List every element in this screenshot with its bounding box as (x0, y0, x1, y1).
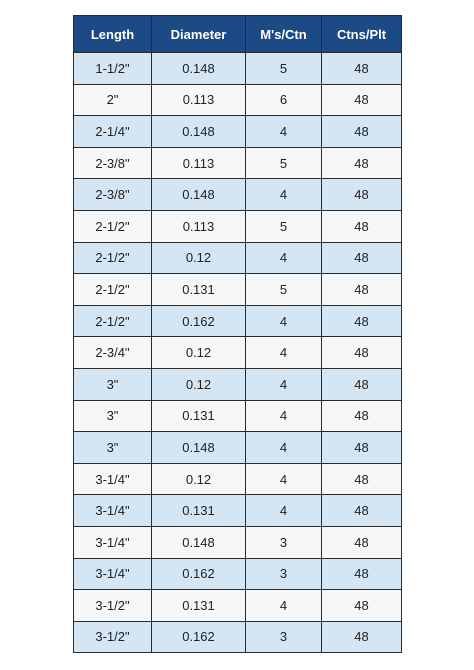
cell-length: 3-1/4" (74, 495, 152, 527)
table-row (74, 495, 402, 527)
cell-ms-per-carton: 6 (246, 84, 322, 116)
header-row (74, 16, 402, 53)
cell-diameter: 0.148 (152, 53, 246, 85)
cell-cartons-per-pallet: 48 (322, 84, 402, 116)
cell-ms-per-carton: 4 (246, 337, 322, 369)
table-row (74, 432, 402, 464)
cell-cartons-per-pallet: 48 (322, 526, 402, 558)
cell-cartons-per-pallet: 48 (322, 242, 402, 274)
table-row (74, 621, 402, 653)
table-row (74, 84, 402, 116)
cell-ms-per-carton: 5 (246, 53, 322, 85)
cell-length: 2-1/2" (74, 210, 152, 242)
table-row (74, 305, 402, 337)
cell-length: 2-3/8" (74, 179, 152, 211)
cell-length: 2" (74, 84, 152, 116)
cell-ms-per-carton: 5 (246, 147, 322, 179)
table-row (74, 558, 402, 590)
header-ms-per-carton: M's/Ctn (246, 16, 322, 53)
cell-length: 3-1/4" (74, 463, 152, 495)
cell-ms-per-carton: 4 (246, 495, 322, 527)
table-row (74, 210, 402, 242)
cell-length: 3" (74, 368, 152, 400)
cell-diameter: 0.148 (152, 179, 246, 211)
cell-cartons-per-pallet: 48 (322, 147, 402, 179)
header-diameter: Diameter (152, 16, 246, 53)
cell-ms-per-carton: 5 (246, 210, 322, 242)
cell-cartons-per-pallet: 48 (322, 463, 402, 495)
cell-ms-per-carton: 4 (246, 432, 322, 464)
cell-diameter: 0.12 (152, 368, 246, 400)
cell-ms-per-carton: 4 (246, 116, 322, 148)
cell-ms-per-carton: 4 (246, 590, 322, 622)
cell-cartons-per-pallet: 48 (322, 116, 402, 148)
cell-length: 2-3/4" (74, 337, 152, 369)
header-cartons-per-pallet: Ctns/Plt (322, 16, 402, 53)
cell-diameter: 0.131 (152, 590, 246, 622)
cell-diameter: 0.113 (152, 84, 246, 116)
cell-ms-per-carton: 3 (246, 526, 322, 558)
cell-length: 3-1/2" (74, 590, 152, 622)
cell-diameter: 0.162 (152, 558, 246, 590)
table-row (74, 337, 402, 369)
header-length: Length (74, 16, 152, 53)
table-header (74, 16, 402, 53)
cell-diameter: 0.113 (152, 147, 246, 179)
cell-ms-per-carton: 4 (246, 368, 322, 400)
cell-length: 2-1/2" (74, 242, 152, 274)
cell-diameter: 0.148 (152, 526, 246, 558)
cell-diameter: 0.131 (152, 495, 246, 527)
cell-cartons-per-pallet: 48 (322, 274, 402, 306)
cell-ms-per-carton: 4 (246, 400, 322, 432)
cell-length: 3-1/4" (74, 526, 152, 558)
cell-length: 3" (74, 400, 152, 432)
cell-cartons-per-pallet: 48 (322, 337, 402, 369)
table-row (74, 274, 402, 306)
table-row (74, 116, 402, 148)
table-row (74, 368, 402, 400)
cell-diameter: 0.12 (152, 242, 246, 274)
table-row (74, 242, 402, 274)
cell-diameter: 0.12 (152, 337, 246, 369)
cell-ms-per-carton: 4 (246, 179, 322, 211)
cell-diameter: 0.162 (152, 305, 246, 337)
cell-ms-per-carton: 4 (246, 305, 322, 337)
table-row (74, 147, 402, 179)
table-row (74, 179, 402, 211)
cell-length: 3-1/2" (74, 621, 152, 653)
cell-ms-per-carton: 3 (246, 621, 322, 653)
cell-cartons-per-pallet: 48 (322, 210, 402, 242)
cell-diameter: 0.148 (152, 432, 246, 464)
table-row (74, 526, 402, 558)
cell-diameter: 0.12 (152, 463, 246, 495)
cell-ms-per-carton: 3 (246, 558, 322, 590)
cell-ms-per-carton: 4 (246, 463, 322, 495)
cell-ms-per-carton: 5 (246, 274, 322, 306)
cell-length: 3" (74, 432, 152, 464)
cell-cartons-per-pallet: 48 (322, 621, 402, 653)
cell-cartons-per-pallet: 48 (322, 432, 402, 464)
cell-diameter: 0.113 (152, 210, 246, 242)
cell-diameter: 0.162 (152, 621, 246, 653)
cell-cartons-per-pallet: 48 (322, 53, 402, 85)
cell-cartons-per-pallet: 48 (322, 179, 402, 211)
cell-ms-per-carton: 4 (246, 242, 322, 274)
table-row (74, 400, 402, 432)
cell-cartons-per-pallet: 48 (322, 305, 402, 337)
cell-cartons-per-pallet: 48 (322, 495, 402, 527)
cell-length: 3-1/4" (74, 558, 152, 590)
cell-length: 2-3/8" (74, 147, 152, 179)
cell-diameter: 0.131 (152, 274, 246, 306)
cell-cartons-per-pallet: 48 (322, 368, 402, 400)
table-row (74, 590, 402, 622)
cell-cartons-per-pallet: 48 (322, 558, 402, 590)
nail-spec-table (73, 15, 402, 653)
cell-cartons-per-pallet: 48 (322, 590, 402, 622)
table-body (74, 53, 402, 653)
cell-diameter: 0.148 (152, 116, 246, 148)
cell-length: 2-1/2" (74, 274, 152, 306)
table-row (74, 53, 402, 85)
cell-length: 2-1/2" (74, 305, 152, 337)
cell-length: 1-1/2" (74, 53, 152, 85)
cell-diameter: 0.131 (152, 400, 246, 432)
cell-cartons-per-pallet: 48 (322, 400, 402, 432)
table-row (74, 463, 402, 495)
cell-length: 2-1/4" (74, 116, 152, 148)
